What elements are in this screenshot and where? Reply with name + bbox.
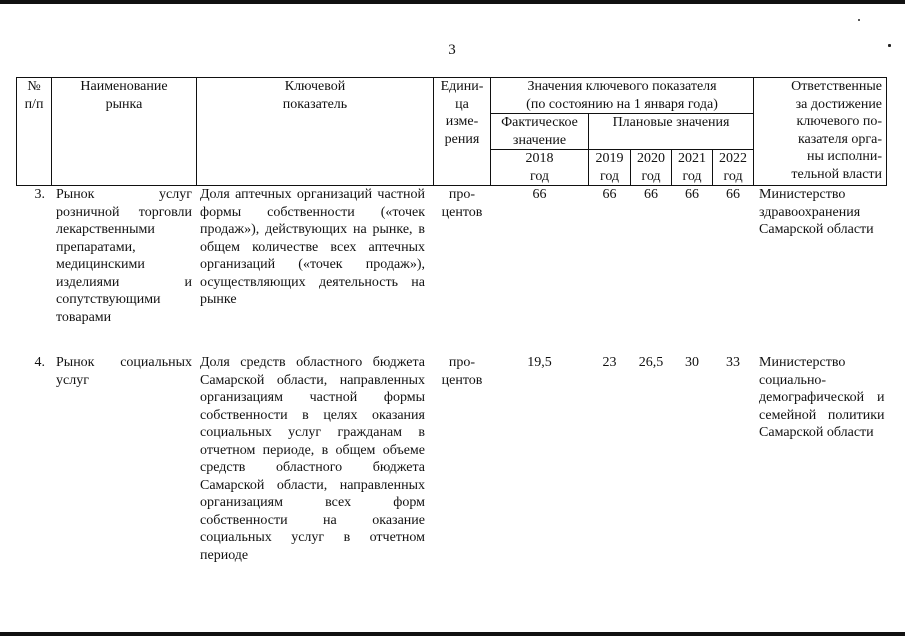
- indicators-table: [16, 77, 887, 564]
- responsible-authority: Министерство здравоохранения Самарской области: [759, 187, 874, 237]
- header-year: 2019 год: [589, 150, 631, 186]
- value-2020: 66: [644, 187, 658, 202]
- value-2022: 66: [726, 187, 741, 202]
- header-year: 2022 год: [713, 150, 754, 186]
- top-scan-edge: [0, 0, 905, 4]
- value-2019: 23: [602, 355, 617, 370]
- header-unit: Едини- ца изме- рения: [434, 78, 491, 186]
- indicator-text: Доля средств областного бюджета Самарской области, направленных организациям частной формы собственности в целях оказания социальных услуг гражданам в отчетном периоде, в общем объеме средств областного бюджета Самарской области, направленных организациям всех форм собственности на оказание социальных услуг в отчетном периоде: [200, 355, 425, 563]
- market-name: Рынок услуг розничной торговли лекарственными препаратами, медицинскими изделиями и сопутствующими товарами: [56, 187, 192, 325]
- header-num: № п/п: [17, 78, 52, 186]
- market-name: Рынок социальных услуг: [56, 355, 192, 388]
- scan-speck: [888, 44, 891, 47]
- unit-text: про- центов: [441, 355, 483, 388]
- header-year: 2021 год: [672, 150, 713, 186]
- value-2021: 30: [685, 355, 699, 370]
- page-number: 3: [448, 42, 456, 58]
- table-row: [17, 354, 887, 564]
- row-number: 4.: [34, 355, 45, 370]
- value-2022: 33: [726, 355, 741, 370]
- value-2018: 19,5: [527, 355, 552, 370]
- value-2020: 26,5: [638, 355, 664, 370]
- header-year: 2018 год: [491, 150, 589, 186]
- header-actual: Фактическое значение: [491, 114, 589, 150]
- responsible-authority: Министерство социально-демографической и семейной политики Самарской области: [759, 355, 885, 440]
- value-2021: 66: [685, 187, 699, 202]
- header-indicator: Ключевой показатель: [197, 78, 434, 186]
- row-number: 3.: [34, 187, 45, 202]
- bottom-scan-edge: [0, 632, 905, 636]
- table-row: [17, 186, 887, 355]
- value-2019: 66: [602, 187, 617, 202]
- scan-speck: [858, 19, 860, 21]
- header-planned: Плановые значения: [589, 114, 754, 150]
- unit-text: про- центов: [441, 187, 483, 220]
- header-values-group: Значения ключевого показателя (по состоянию на 1 января года): [491, 78, 754, 114]
- header-market: Наименование рынка: [52, 78, 197, 186]
- header-responsible: Ответственные за достижение ключевого по- казателя орга- ны исполни- тельной власти: [754, 78, 887, 186]
- value-2018: 66: [532, 187, 547, 202]
- header-year: 2020 год: [631, 150, 672, 186]
- indicator-text: Доля аптечных организаций частной формы собственности («точек продаж»), действующих на рынке, в общем количестве всех аптечных организаций («точек продаж»), осуществляющих деятельность на рынке: [200, 187, 425, 307]
